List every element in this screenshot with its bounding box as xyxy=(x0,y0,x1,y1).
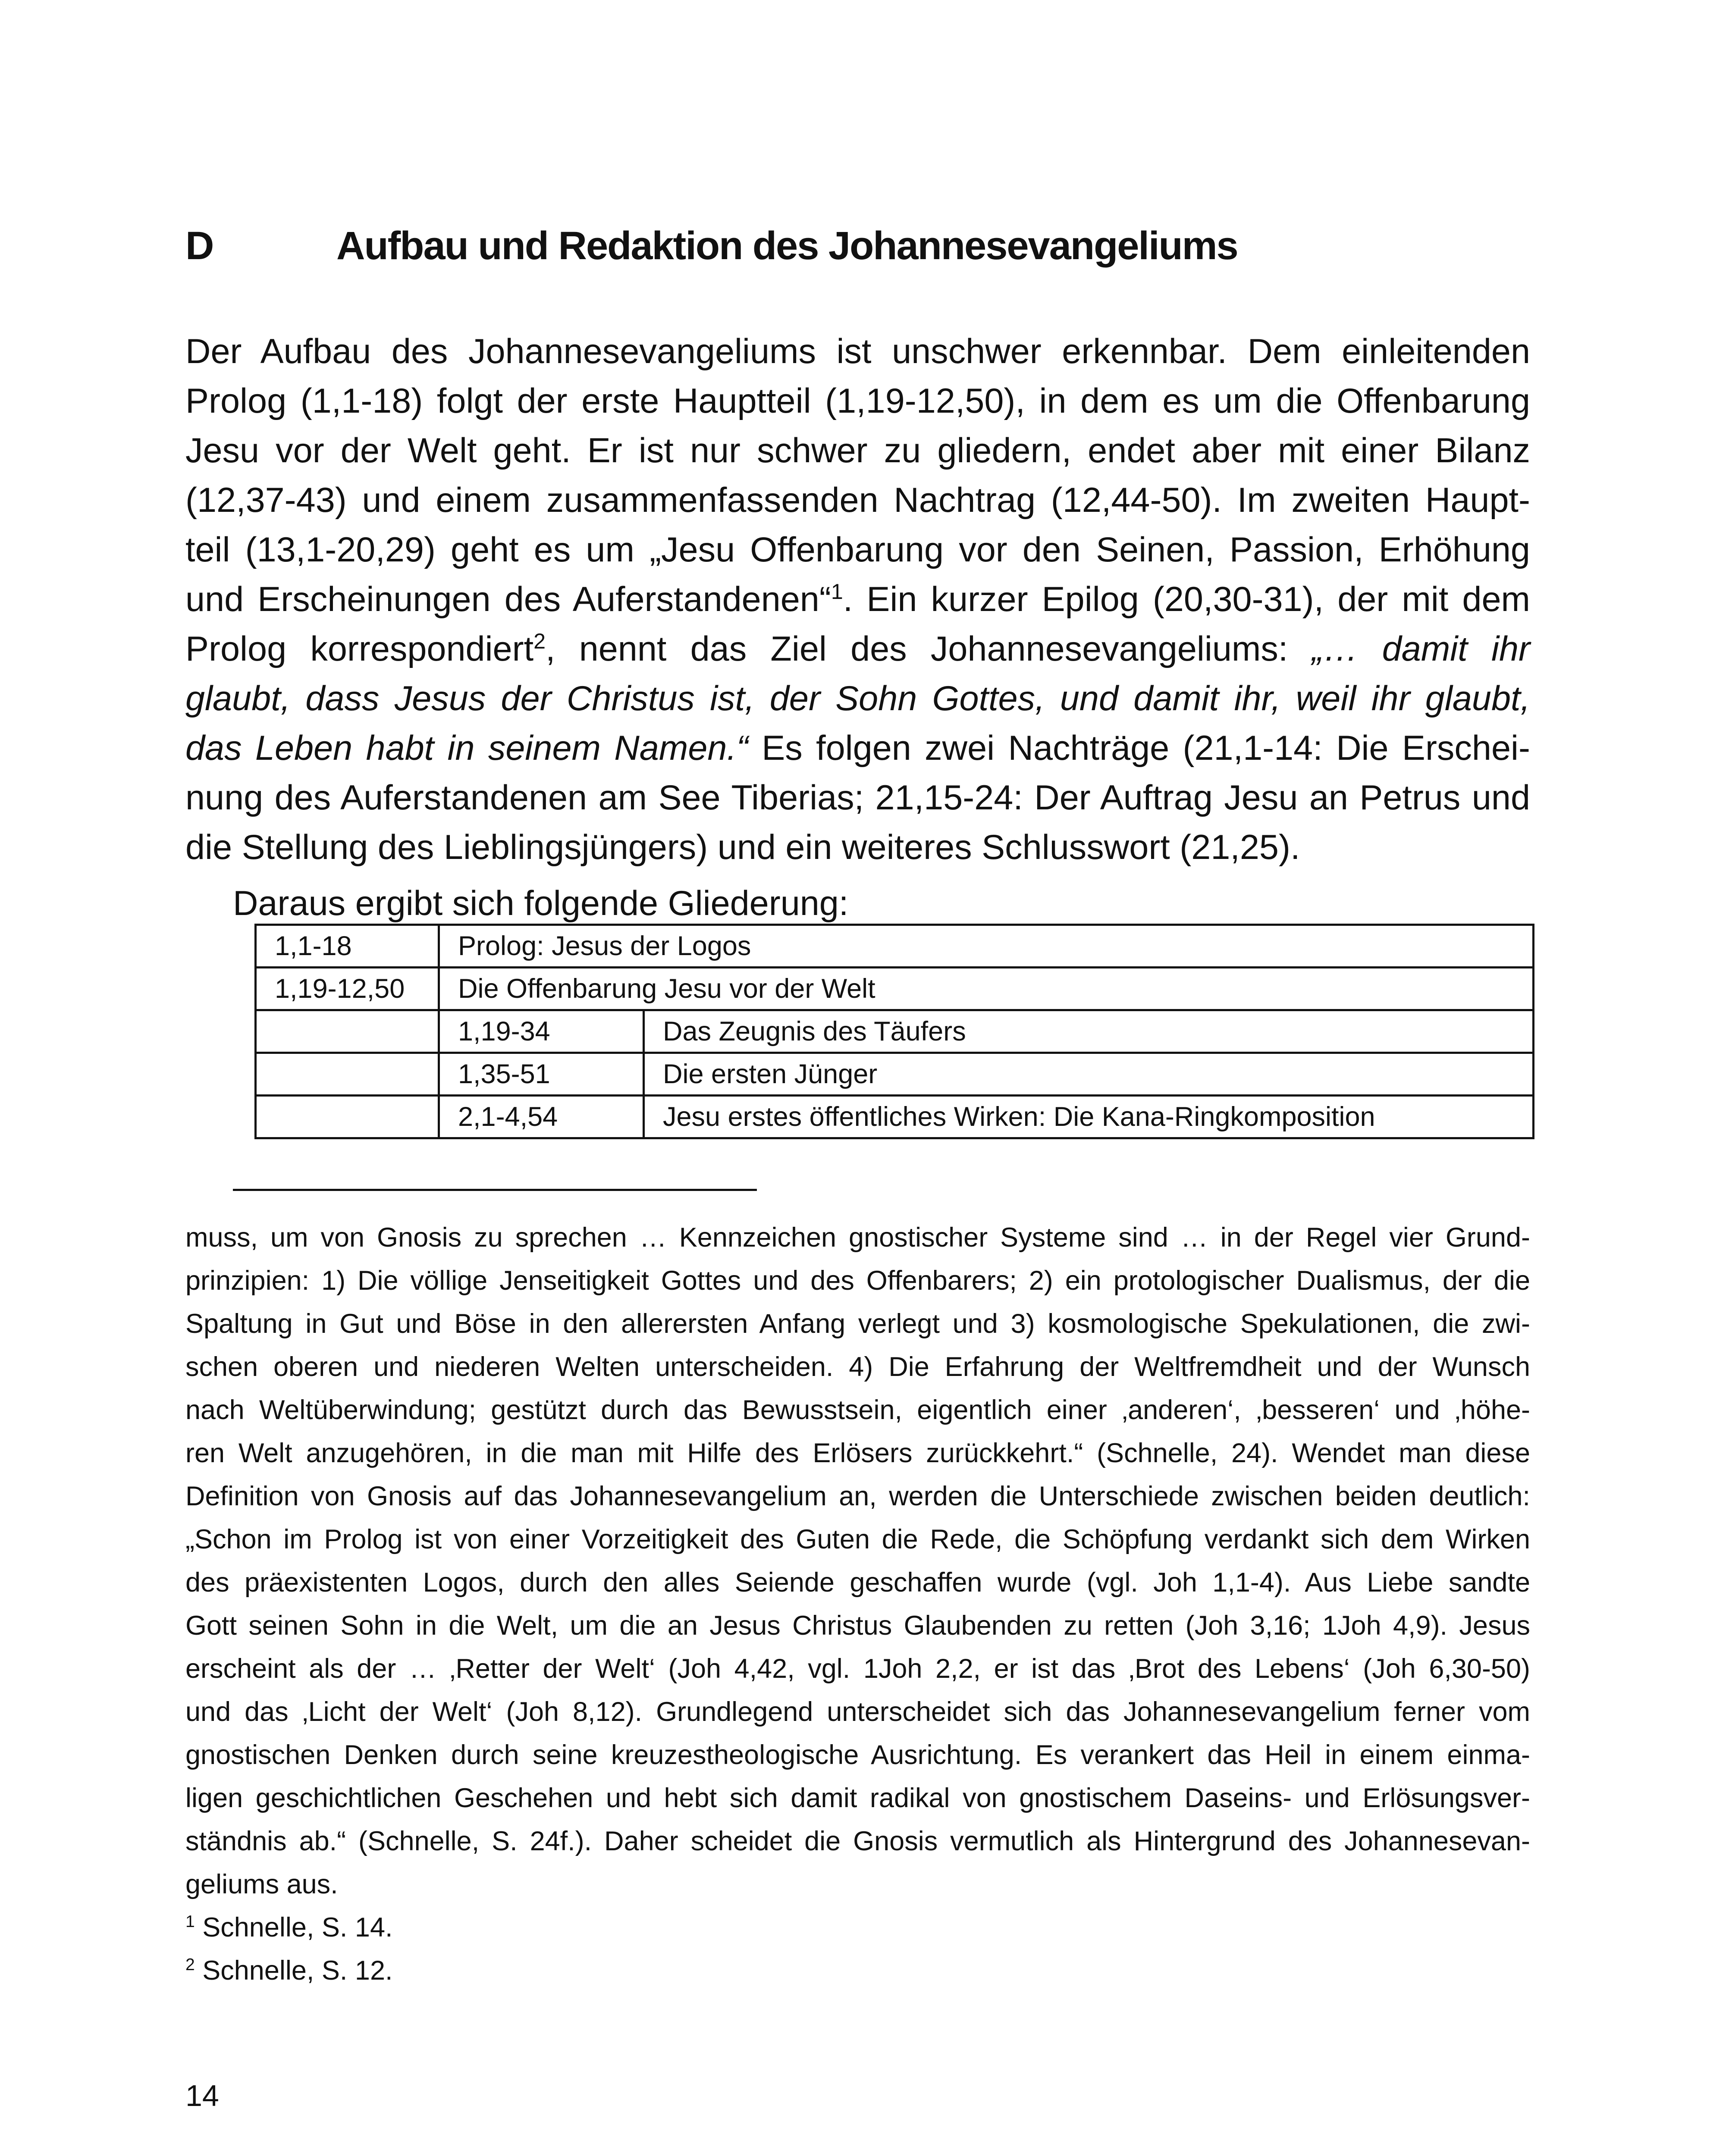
outline-table xyxy=(254,924,1534,1139)
body-line: (12,37-43) und einem zusammenfassenden Nachtrag (12,44-50). Im zweiten Haupt- xyxy=(185,481,1530,520)
footnote-line: prinzipien: 1) Die völlige Jenseitigkeit Gottes und des Offenbarers; 2) ein protologischer Dualismus, der die xyxy=(185,1266,1530,1296)
body-line: nung des Auferstandenen am See Tiberias; 21,15-24: Der Auftrag Jesu an Petrus und xyxy=(185,778,1530,817)
footnote-line: des präexistenten Logos, durch den alles Seiende geschaffen wurde (vgl. Joh 1,1-4). Aus Liebe sandte xyxy=(185,1567,1530,1598)
footnote-line: gnostischen Denken durch seine kreuzestheologische Ausrichtung. Es verankert das Heil in einem einma- xyxy=(185,1740,1530,1770)
body-paragraph xyxy=(185,327,1530,872)
table-row xyxy=(256,968,1534,1010)
footnote-line: ständnis ab.“ (Schnelle, S. 24f.). Daher scheidet die Gnosis vermutlich als Hintergrund des Johannesevan- xyxy=(185,1826,1530,1856)
table-cell-subrange: 1,19-34 xyxy=(439,1010,644,1053)
footnote-number: 2 xyxy=(185,1955,195,1974)
footnote-area xyxy=(185,1216,1530,1992)
chapter-heading xyxy=(185,218,1238,274)
body-line: Jesu vor der Welt geht. Er ist nur schwer zu gliedern, endet aber mit einer Bilanz xyxy=(185,431,1530,470)
body-text-span: . Ein kurzer Epilog (20,30-31), der mit dem xyxy=(843,580,1530,619)
table-cell-subrange: 1,35-51 xyxy=(439,1053,644,1096)
footnote-2 xyxy=(185,1949,1530,1992)
footnote-line: Definition von Gnosis auf das Johannesevangelium an, werden die Unterschiede zwischen beiden deutlich: xyxy=(185,1481,1530,1511)
footnote-line: nach Weltüberwindung; gestützt durch das Bewusstsein, eigentlich einer ‚anderen‘, ‚besseren‘ und ‚höhe- xyxy=(185,1395,1530,1425)
page-number: 14 xyxy=(185,2079,219,2112)
table-cell-empty xyxy=(256,1096,439,1138)
footnote-number: 1 xyxy=(185,1912,195,1931)
table-cell-range: 1,19-12,50 xyxy=(256,968,439,1010)
table-row xyxy=(256,925,1534,968)
table-cell-label: Die Offenbarung Jesu vor der Welt xyxy=(439,968,1534,1010)
footnote-line: muss, um von Gnosis zu sprechen … Kennzeichen gnostischer Systeme sind … in der Regel vier Grund- xyxy=(185,1222,1530,1253)
body-line: Prolog (1,1-18) folgt der erste Hauptteil (1,19-12,50), in dem es um die Offenbarung xyxy=(185,382,1530,420)
footnote-text: Schnelle, S. 12. xyxy=(195,1955,393,1986)
body-line xyxy=(185,624,1530,674)
footnote-line: ligen geschichtlichen Geschehen und hebt sich damit radikal von gnostischem Daseins- und Erlösungsver- xyxy=(185,1783,1530,1813)
body-line: Der Aufbau des Johannesevangeliums ist unschwer erkennbar. Dem einleitenden xyxy=(185,332,1530,371)
gospel-quote: das Leben habt in seinem Namen.“ xyxy=(185,729,748,768)
body-text-span: , nennt das Ziel des Johannesevangeliums: xyxy=(546,630,1312,668)
footnote-separator xyxy=(233,1189,757,1191)
body-line: teil (13,1-20,29) geht es um „Jesu Offenbarung vor den Seinen, Passion, Erhöhung xyxy=(185,530,1530,569)
footnote-line: schen oberen und niederen Welten unterscheiden. 4) Die Erfahrung der Weltfremdheit und der Wunsch xyxy=(185,1352,1530,1382)
footnote-reference-1[interactable]: 1 xyxy=(831,580,843,604)
body-line: die Stellung des Lieblingsjüngers) und ein weiteres Schlusswort (21,25). xyxy=(185,828,1300,867)
table-cell-empty xyxy=(256,1010,439,1053)
table-cell-label: Prolog: Jesus der Logos xyxy=(439,925,1534,968)
table-cell-label: Jesu erstes öffentliches Wirken: Die Kana-Ringkomposition xyxy=(644,1096,1534,1138)
table-row xyxy=(256,1053,1534,1096)
footnote-line: Gott seinen Sohn in die Welt, um die an Jesus Christus Glaubenden zu retten (Joh 3,16; 1Joh 4,9). Jesus xyxy=(185,1611,1530,1641)
body-line xyxy=(185,575,1530,624)
outline-intro: Daraus ergibt sich folgende Gliederung: xyxy=(233,884,849,923)
footnote-text: Schnelle, S. 14. xyxy=(195,1912,393,1943)
table-row xyxy=(256,1010,1534,1053)
table-cell-subrange: 2,1-4,54 xyxy=(439,1096,644,1138)
footnote-line: geliums aus. xyxy=(185,1869,338,1899)
table-cell-range: 1,1-18 xyxy=(256,925,439,968)
footnote-reference-2[interactable]: 2 xyxy=(533,629,546,653)
body-line xyxy=(185,724,1530,773)
footnote-line: ren Welt anzugehören, in die man mit Hilfe des Erlösers zurückkehrt.“ (Schnelle, 24). Wendet man diese xyxy=(185,1438,1530,1468)
table-cell-empty xyxy=(256,1053,439,1096)
footnote-line: erscheint als der … ‚Retter der Welt‘ (Joh 4,42, vgl. 1Joh 2,2, er ist das ‚Brot des Lebens‘ (Joh 6,30-50) xyxy=(185,1654,1530,1684)
table-cell-label: Die ersten Jünger xyxy=(644,1053,1534,1096)
chapter-letter: D xyxy=(185,224,213,268)
footnote-1 xyxy=(185,1906,1530,1949)
footnote-line: und das ‚Licht der Welt‘ (Joh 8,12). Grundlegend unterscheidet sich das Johannesevangelium ferner vom xyxy=(185,1697,1530,1727)
body-text-span: Es folgen zwei Nachträge (21,1-14: Die Erschei- xyxy=(748,729,1531,768)
body-text-span: Prolog korrespondiert xyxy=(185,630,534,668)
chapter-title: Aufbau und Redaktion des Johannesevangeliums xyxy=(336,224,1238,268)
gospel-quote: „… damit ihr xyxy=(1312,630,1530,668)
footnote-line: Spaltung in Gut und Böse in den allerersten Anfang verlegt und 3) kosmologische Spekulationen, die zwi- xyxy=(185,1309,1530,1339)
table-cell-label: Das Zeugnis des Täufers xyxy=(644,1010,1534,1053)
gospel-quote-line: glaubt, dass Jesus der Christus ist, der Sohn Gottes, und damit ihr, weil ihr glaubt, xyxy=(185,679,1530,718)
body-text-span: und Erscheinungen des Auferstandenen“ xyxy=(185,580,831,619)
footnote-line: „Schon im Prolog ist von einer Vorzeitigkeit des Guten die Rede, die Schöpfung verdankt sich dem Wirken xyxy=(185,1524,1530,1554)
table-row xyxy=(256,1096,1534,1138)
